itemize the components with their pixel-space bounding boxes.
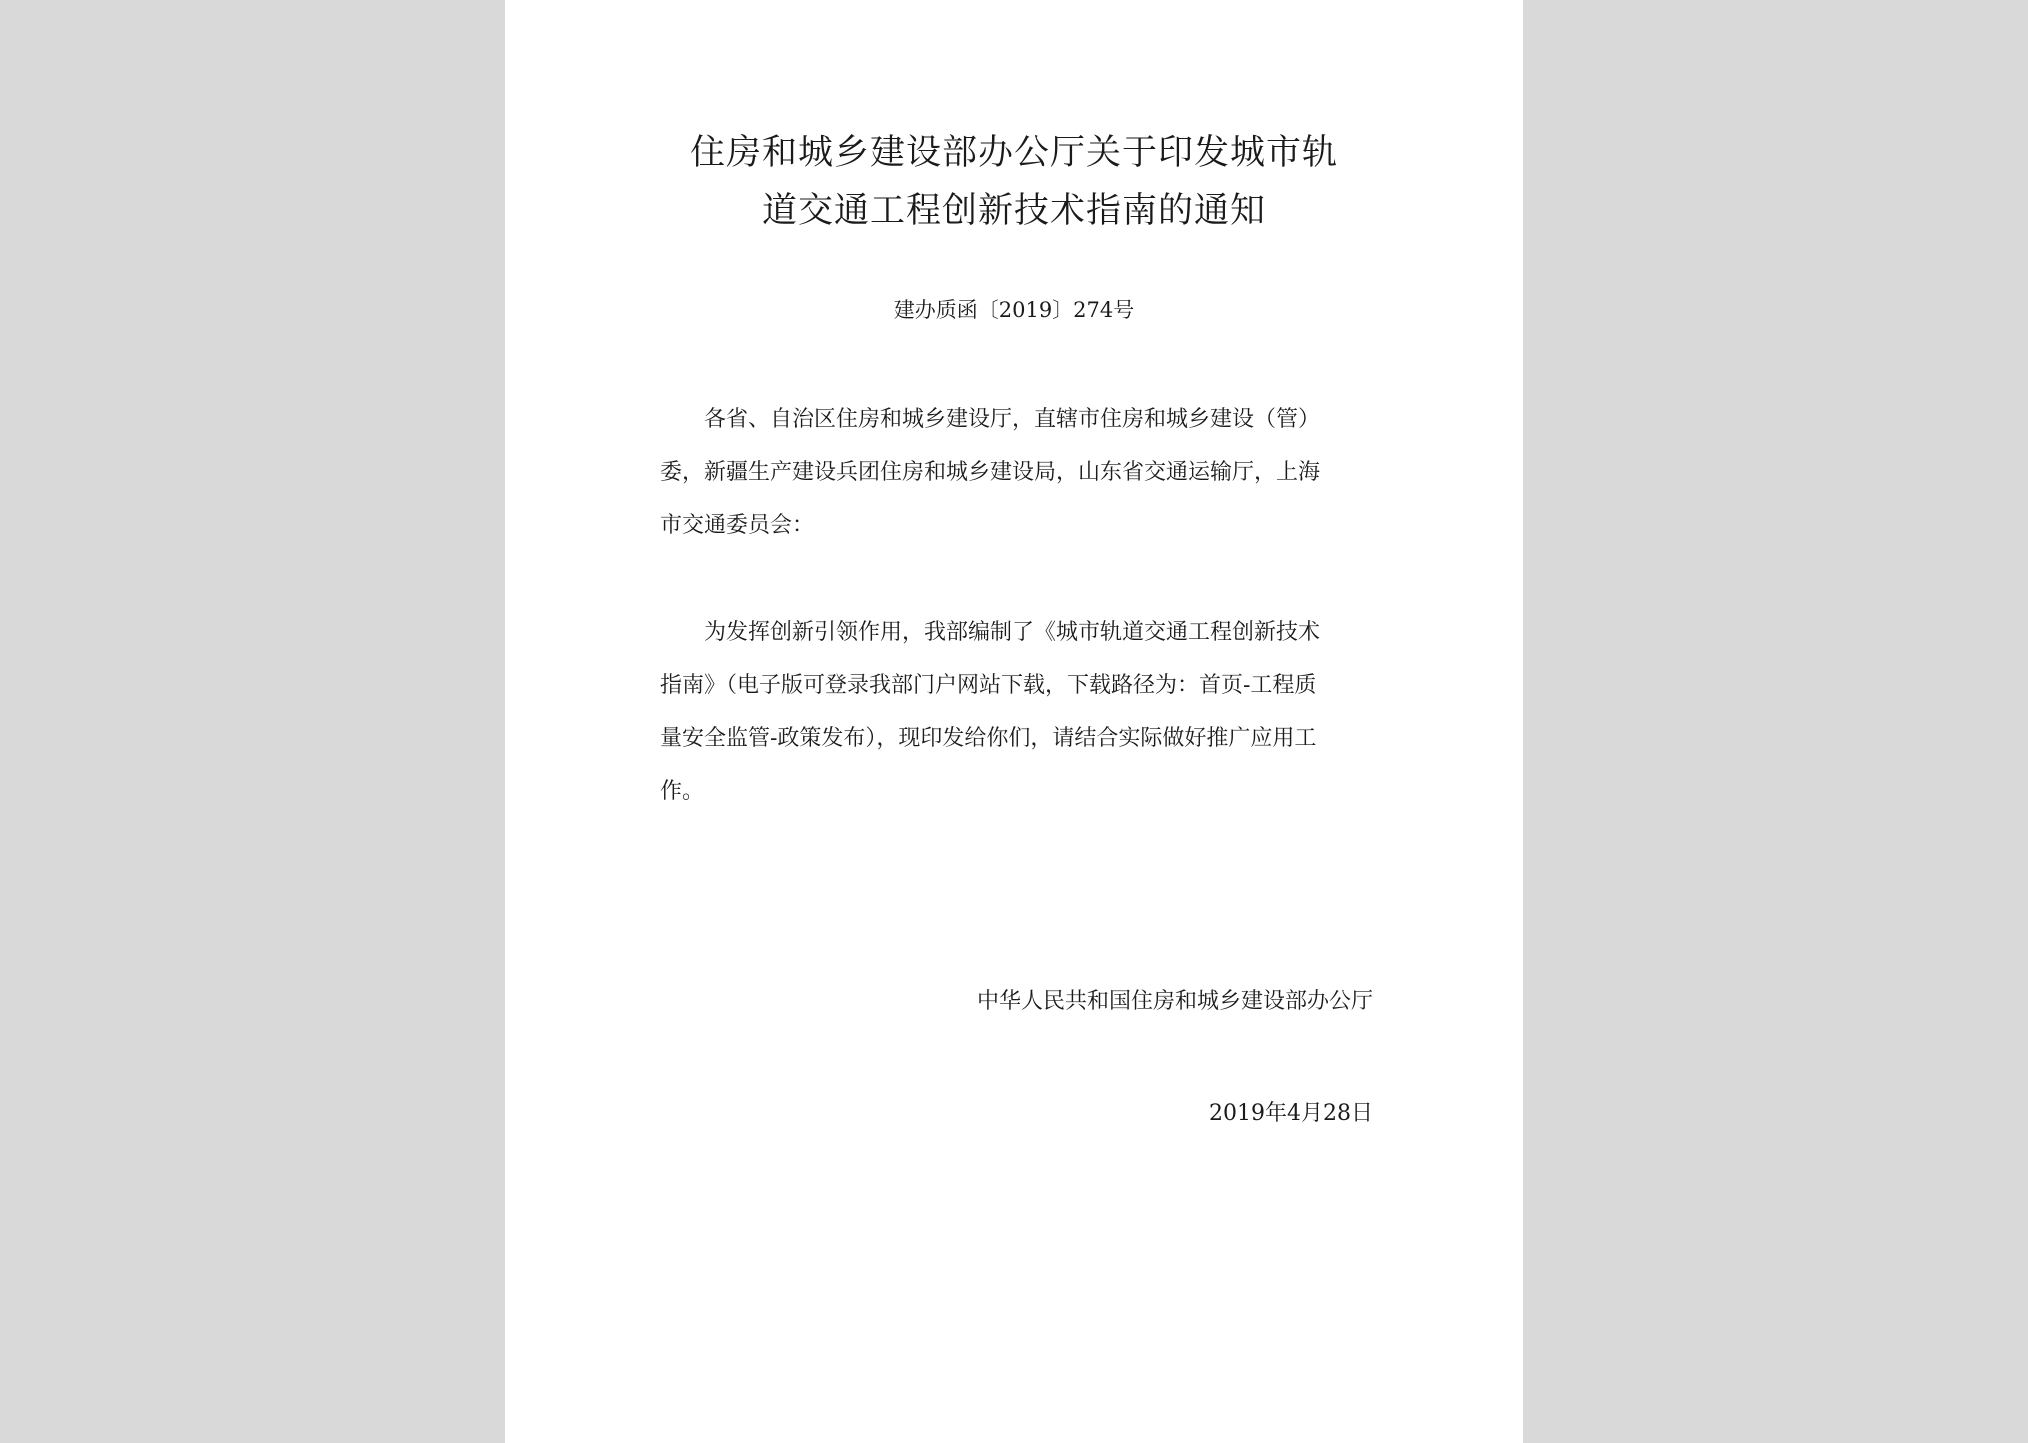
document-title	[505, 124, 1523, 240]
body-line-1: 为发挥创新引领作用，我部编制了《城市轨道交通工程创新技术	[704, 620, 1321, 645]
document-number: 建办质函〔2019〕274号	[893, 298, 1135, 322]
signature-issuer: 中华人民共和国住房和城乡建设部办公厅	[976, 989, 1373, 1014]
addressee-line-3: 市交通委员会：	[660, 513, 815, 538]
body-line-2: 指南》（电子版可登录我部门户网站下载，下载路径为：首页-工程质	[660, 673, 1317, 698]
issue-date: 2019年4月28日	[1209, 1101, 1373, 1126]
body-line-3: 量安全监管-政策发布），现印发给你们，请结合实际做好推广应用工	[660, 726, 1317, 751]
body-line-4: 作。	[660, 779, 705, 804]
body-paragraph	[660, 606, 1373, 818]
addressee-paragraph	[660, 393, 1373, 552]
document-page	[505, 0, 1523, 1443]
title-line-2: 道交通工程创新技术指南的通知	[761, 191, 1266, 231]
addressee-line-1: 各省、自治区住房和城乡建设厅，直辖市住房和城乡建设（管）	[704, 407, 1321, 432]
title-line-1: 住房和城乡建设部办公厅关于印发城市轨	[689, 133, 1338, 173]
addressee-line-2: 委，新疆生产建设兵团住房和城乡建设局，山东省交通运输厅，上海	[660, 460, 1321, 485]
